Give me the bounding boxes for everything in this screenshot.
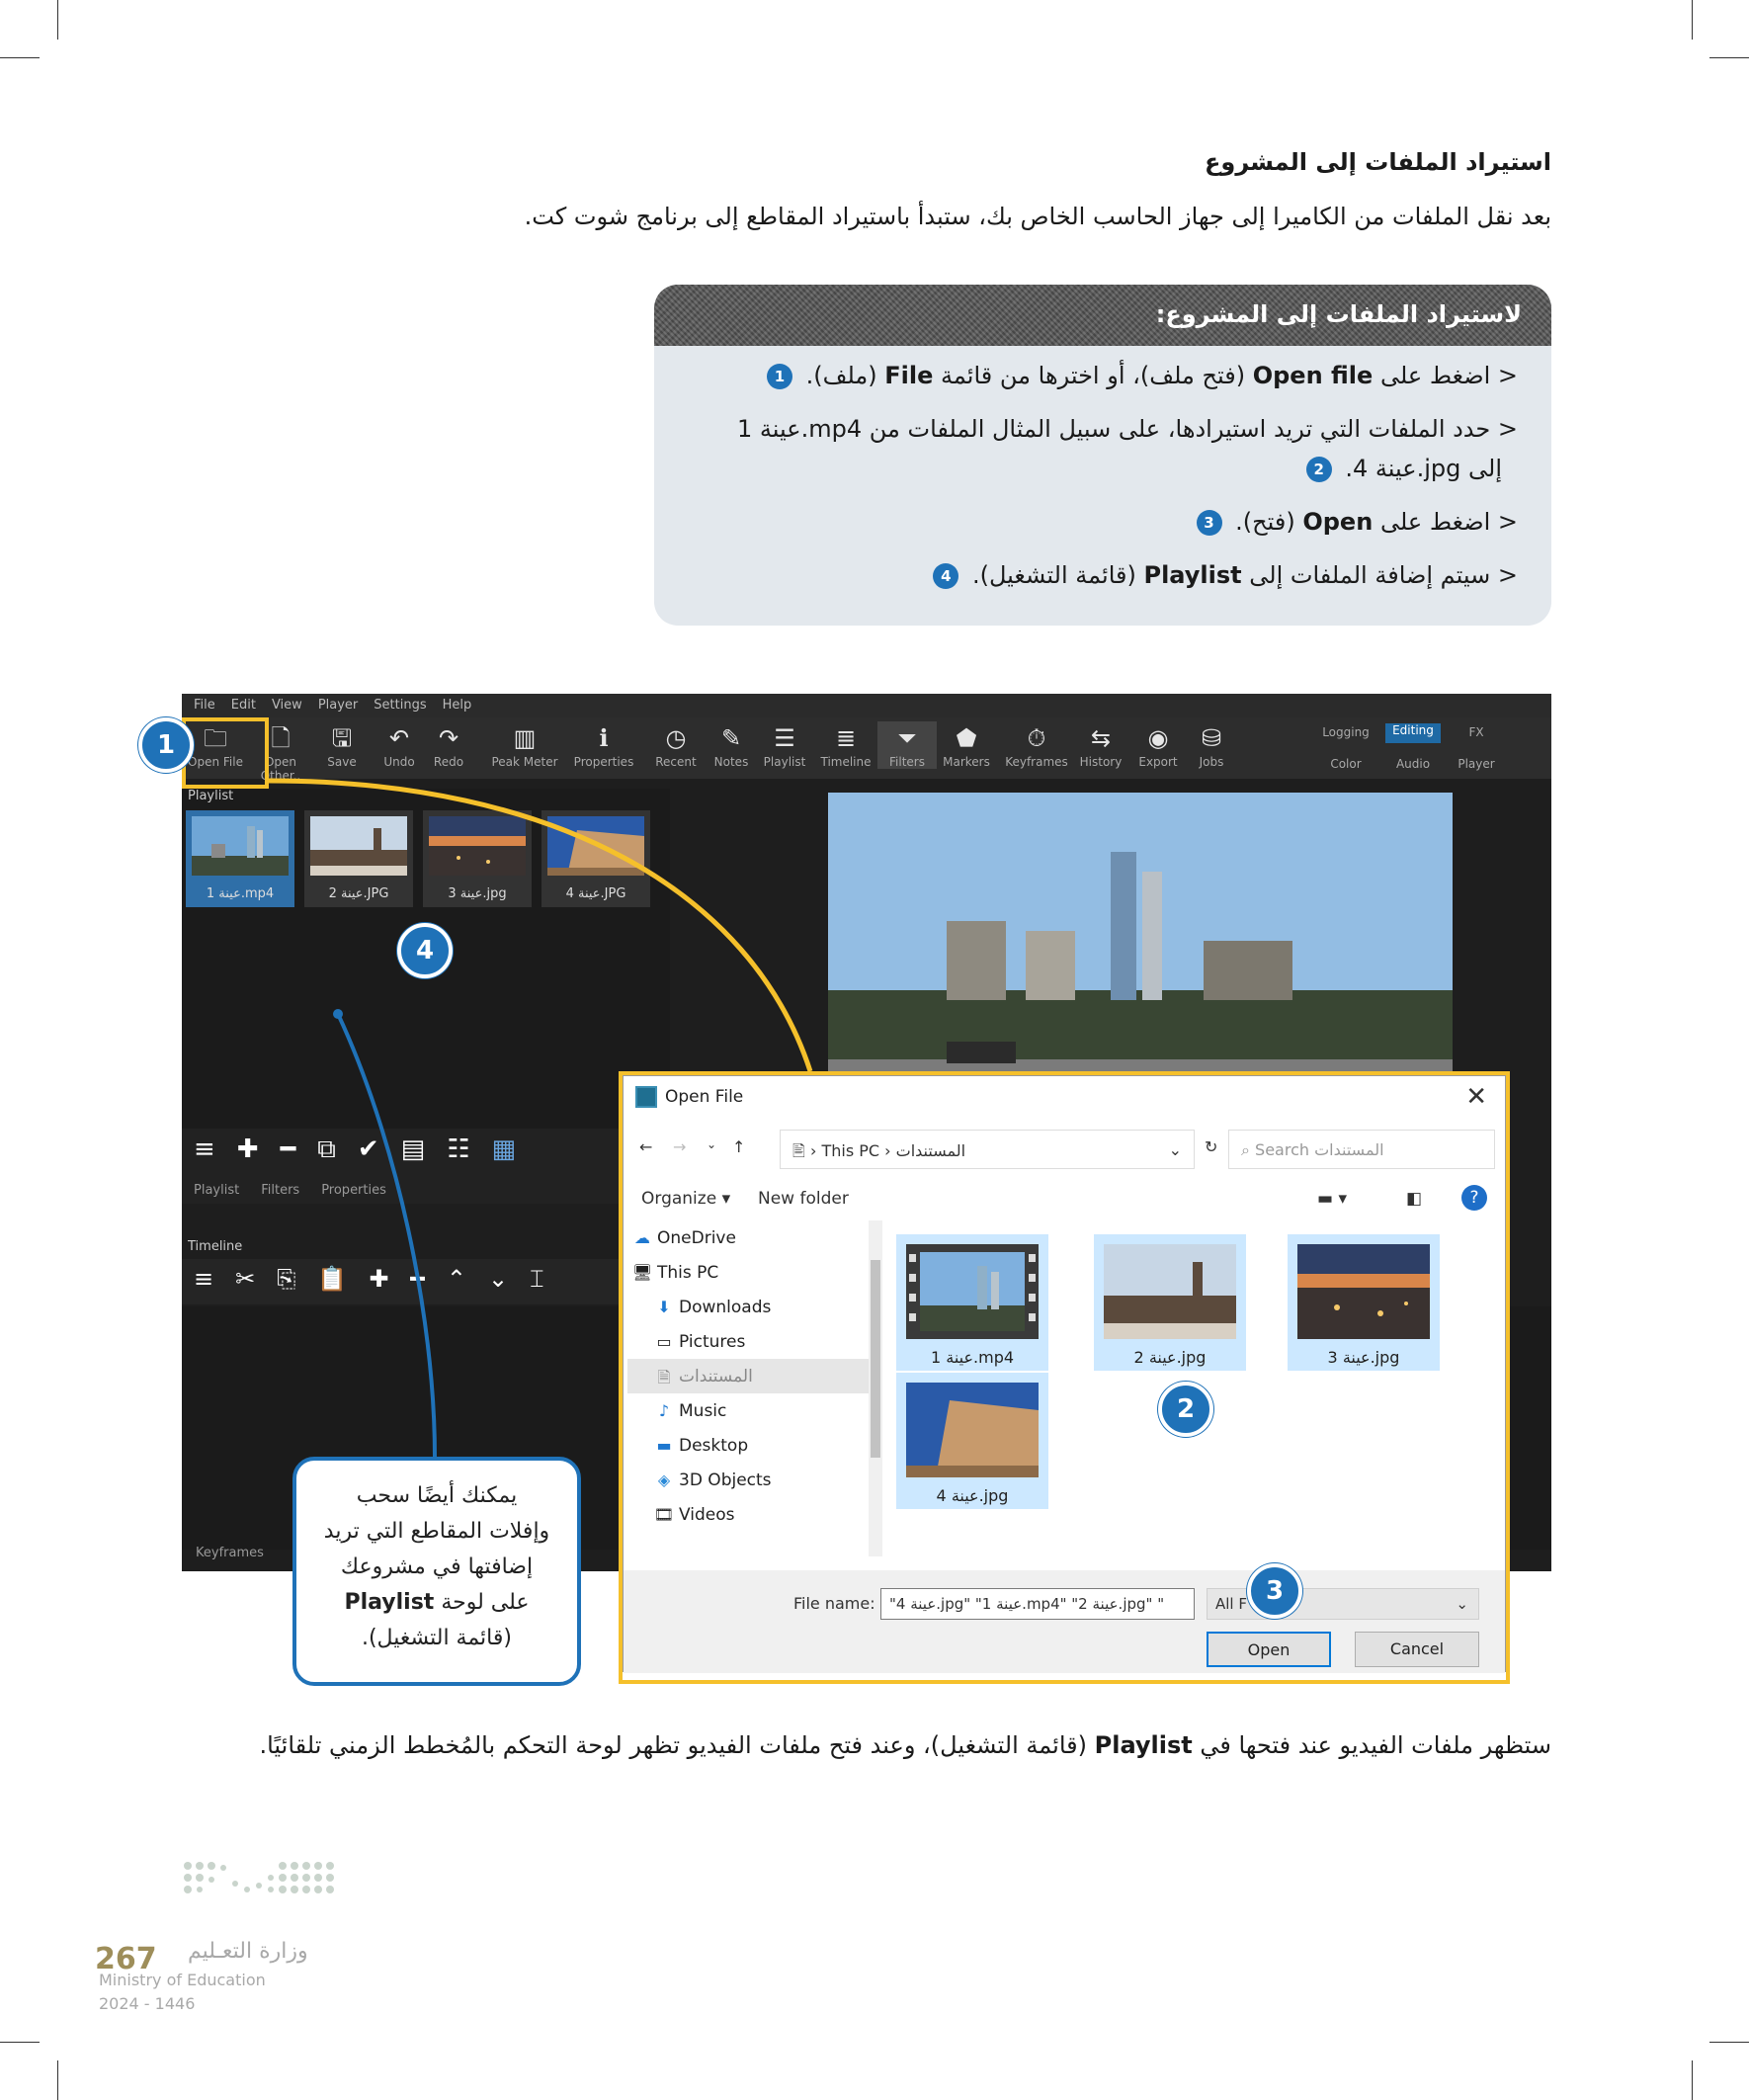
steps-list xyxy=(654,346,1551,595)
back-icon[interactable]: ← xyxy=(639,1137,653,1156)
timeline-button[interactable] xyxy=(816,721,875,769)
step-3 xyxy=(694,502,1518,542)
search-icon: ⌕ xyxy=(1241,1140,1256,1159)
bottom-paragraph xyxy=(148,1731,1551,1759)
menu-file[interactable]: File xyxy=(194,698,215,713)
lift-icon[interactable]: ⌃ xyxy=(446,1265,466,1293)
cancel-button[interactable]: Cancel xyxy=(1355,1632,1479,1667)
playlist-item[interactable] xyxy=(186,810,294,907)
file-name-label: File name: xyxy=(793,1594,875,1613)
up-icon[interactable]: ↑ xyxy=(732,1137,746,1156)
toolbar-label: Open File xyxy=(188,755,243,769)
step-text: إلى jpg.عينة 4. xyxy=(1345,455,1502,482)
cloud-icon: ☁ xyxy=(634,1228,650,1247)
stopwatch-icon: ⏱ xyxy=(1027,724,1046,752)
keyframes-button[interactable] xyxy=(1002,721,1071,769)
step-2 xyxy=(694,409,1518,488)
cube-icon: ◈ xyxy=(657,1470,671,1489)
filters-button[interactable] xyxy=(877,721,937,769)
playlist-item-label: 2 عينة.JPG xyxy=(328,886,389,901)
step-text: اضغط على xyxy=(1379,508,1491,536)
split-icon[interactable]: ⌶ xyxy=(530,1265,544,1293)
toolbar-label: Redo xyxy=(433,755,464,769)
timeline-title: Timeline xyxy=(188,1239,243,1254)
details-view-icon[interactable]: ▤ xyxy=(400,1134,426,1164)
crop-mark xyxy=(1692,0,1693,40)
file-name-input[interactable]: "4 عينة.jpg" "1 عينة.mp4" "2 عينة.jpg" " xyxy=(880,1588,1195,1620)
playlist-tabs xyxy=(182,1178,670,1204)
step-number: 3 xyxy=(1197,510,1222,536)
tab-filters[interactable]: Filters xyxy=(261,1183,300,1198)
mode-color[interactable]: Color xyxy=(1330,757,1362,771)
history-button[interactable] xyxy=(1071,721,1130,769)
list-view-icon[interactable]: ☷ xyxy=(447,1134,470,1164)
step-bold: Open file xyxy=(1252,362,1374,389)
playlist-button[interactable] xyxy=(755,721,814,769)
timeline-icon: ≣ xyxy=(835,724,857,752)
marker-icon: ⬟ xyxy=(956,724,977,752)
toolbar-label: Export xyxy=(1138,755,1178,769)
redo-icon: ↷ xyxy=(438,724,459,752)
save-button[interactable] xyxy=(312,721,372,769)
bottom-text: (قائمة التشغيل)، وعند فتح ملفات الفيديو تظهر لوحة التحكم بالمُخطط الزمني تلقائيًا. xyxy=(259,1731,1087,1759)
note-line: إضافتها في مشروعك xyxy=(340,1554,534,1579)
tab-keyframes[interactable]: Keyframes xyxy=(196,1546,264,1560)
jobs-icon: ⛁ xyxy=(1201,724,1222,752)
building-thumbnail xyxy=(310,816,407,876)
nav-label: 3D Objects xyxy=(679,1470,772,1490)
step-bold: Playlist xyxy=(1143,561,1242,589)
append-icon[interactable]: ✚ xyxy=(369,1265,389,1293)
note-line xyxy=(312,1585,561,1621)
playlist-title: Playlist xyxy=(188,789,234,803)
redo-button[interactable] xyxy=(419,721,478,769)
callout-badge-1: 1 xyxy=(138,717,194,773)
ministry-english: Ministry of Education xyxy=(99,1971,266,1989)
chevron-down-icon[interactable]: ⌄ xyxy=(1168,1140,1182,1159)
playlist-item[interactable] xyxy=(541,810,650,907)
remove-icon[interactable]: ━ xyxy=(280,1134,296,1164)
file-name: 1 عينة.mp4 xyxy=(930,1348,1015,1367)
step-bold: File xyxy=(884,362,934,389)
film-icon: 🎞 xyxy=(653,1505,675,1524)
mode-logging[interactable]: Logging xyxy=(1322,725,1370,739)
menu-icon[interactable]: ≡ xyxy=(194,1134,215,1164)
add-icon[interactable]: ✚ xyxy=(236,1134,259,1164)
meter-icon: ▥ xyxy=(513,724,537,752)
menu-help[interactable]: Help xyxy=(442,698,472,713)
preview-pane-icon[interactable]: ◧ xyxy=(1406,1189,1423,1209)
recent-button[interactable] xyxy=(646,721,706,769)
documents-icon: 🗎 xyxy=(657,1368,671,1386)
nav-label: This PC xyxy=(657,1263,719,1283)
path-separator: › xyxy=(884,1141,896,1160)
nav-label: OneDrive xyxy=(657,1228,736,1248)
dialog-title: Open File xyxy=(665,1087,744,1107)
toolbar-label: Timeline xyxy=(820,755,872,769)
chevron-down-icon: ⌄ xyxy=(1456,1595,1468,1613)
folder-icon: 🗀 xyxy=(204,724,227,752)
menu-bar xyxy=(182,694,1551,717)
nav-label: Pictures xyxy=(679,1332,746,1352)
properties-button[interactable] xyxy=(569,721,638,769)
search-placeholder: Search المستندات xyxy=(1255,1140,1384,1159)
tab-properties[interactable]: Properties xyxy=(321,1183,386,1198)
playlist-toolbar xyxy=(182,1129,670,1178)
toolbar-label: History xyxy=(1079,755,1123,769)
toolbar-label: Peak Meter xyxy=(491,755,558,769)
step-text: (فتح). xyxy=(1235,508,1295,536)
intro-paragraph: بعد نقل الملفات من الكاميرا إلى جهاز الحاسب الخاص بك، ستبدأ باستيراد المقاطع إلى برنامج شوت كت. xyxy=(524,203,1551,230)
file-type-value: All F xyxy=(1215,1595,1247,1613)
grid-view-icon[interactable]: ▦ xyxy=(491,1134,517,1164)
mode-player[interactable]: Player xyxy=(1458,757,1495,771)
recent-locations-icon[interactable]: ⌄ xyxy=(707,1137,717,1151)
export-icon: ◉ xyxy=(1147,724,1169,752)
notes-icon: ✎ xyxy=(720,724,742,752)
notes-button[interactable] xyxy=(702,721,761,769)
video-preview xyxy=(828,793,1453,1079)
menu-icon[interactable]: ≡ xyxy=(194,1265,214,1293)
overwrite-icon[interactable]: ⌄ xyxy=(487,1265,509,1293)
path-segment[interactable]: المستندات xyxy=(895,1141,966,1160)
file-name: 2 عينة.jpg xyxy=(1133,1348,1207,1367)
toolbar-label: Jobs xyxy=(1199,755,1224,769)
crop-mark xyxy=(57,2060,58,2100)
menu-view[interactable]: View xyxy=(271,698,302,713)
playlist-item-label: 1 عينة.mp4 xyxy=(206,886,275,901)
new-folder-button[interactable]: New folder xyxy=(758,1189,849,1209)
step-text: سيتم إضافة الملفات إلى xyxy=(1249,561,1491,589)
toolbar-label: Open Other.. xyxy=(260,755,301,783)
step-text: (ملف). xyxy=(805,362,877,389)
steps-box xyxy=(654,285,1551,626)
step-text: (قائمة التشغيل). xyxy=(972,561,1136,589)
year-label: 2024 - 1446 xyxy=(99,1994,196,2013)
funnel-icon: ⏷ xyxy=(897,724,917,752)
toolbar-label: Keyframes xyxy=(1005,755,1068,769)
note-text: على لوحة xyxy=(441,1590,530,1615)
playlist-item[interactable] xyxy=(423,810,532,907)
crop-mark xyxy=(0,2042,40,2043)
info-icon: ℹ xyxy=(599,724,609,752)
nav-label: المستندات xyxy=(679,1367,753,1386)
music-icon: ♪ xyxy=(658,1401,670,1420)
callout-badge-4: 4 xyxy=(397,923,453,978)
open-file-highlight xyxy=(182,717,269,789)
toolbar-label: Playlist xyxy=(763,755,806,769)
ministry-arabic: وزارة التعـليم xyxy=(188,1939,308,1964)
organize-button[interactable]: Organize ▾ xyxy=(641,1189,731,1209)
section-heading: استيراد الملفات إلى المشروع xyxy=(1205,148,1551,176)
nav-label: Music xyxy=(679,1401,727,1421)
crop-mark xyxy=(1709,57,1749,58)
playlist-item[interactable] xyxy=(304,810,413,907)
export-button[interactable] xyxy=(1128,721,1188,769)
desktop-icon: ▬ xyxy=(656,1436,672,1455)
menu-edit[interactable]: Edit xyxy=(230,698,256,713)
step-text: حدد الملفات التي تريد استيرادها، على سبيل المثال الملفات من mp4.عينة 1 xyxy=(737,415,1491,443)
markers-button[interactable] xyxy=(937,721,996,769)
nav-label: Videos xyxy=(679,1505,735,1525)
mode-fx[interactable]: FX xyxy=(1468,725,1484,739)
step-number: 2 xyxy=(1306,457,1332,482)
jobs-button[interactable] xyxy=(1182,721,1241,769)
toolbar-label: Filters xyxy=(889,755,925,769)
step-number: 4 xyxy=(933,563,958,589)
tab-playlist[interactable]: Playlist xyxy=(194,1183,240,1198)
toolbar-label: Properties xyxy=(573,755,634,769)
mode-editing[interactable]: Editing xyxy=(1385,723,1441,743)
paste-icon[interactable]: 📋 xyxy=(317,1265,348,1293)
toolbar-label: Save xyxy=(327,755,357,769)
night-city-thumbnail xyxy=(429,816,526,876)
menu-settings[interactable]: Settings xyxy=(374,698,427,713)
drag-drop-note xyxy=(292,1457,581,1686)
crop-mark xyxy=(1709,2042,1749,2043)
check-icon[interactable]: ✔ xyxy=(357,1134,379,1164)
crop-mark xyxy=(57,0,58,40)
mud-fort-thumbnail xyxy=(547,816,644,876)
pictures-icon: ▭ xyxy=(656,1332,672,1351)
step-1 xyxy=(694,356,1518,395)
playlist-item-label: 3 عينة.jpg xyxy=(448,886,507,901)
toolbar-label: Recent xyxy=(655,755,697,769)
city-thumbnail xyxy=(192,816,289,876)
drive-icon: 🖹 › xyxy=(792,1141,817,1160)
bottom-bold: Playlist xyxy=(1094,1731,1193,1759)
cut-icon[interactable]: ✂ xyxy=(235,1265,256,1293)
nav-label: Downloads xyxy=(679,1298,772,1317)
toolbar-label: Markers xyxy=(943,755,990,769)
timeline-toolbar xyxy=(182,1259,670,1304)
menu-player[interactable]: Player xyxy=(317,698,359,713)
clock-icon: ◷ xyxy=(665,724,687,752)
save-icon: 🖫 xyxy=(331,724,353,752)
callout-badge-3: 3 xyxy=(1247,1563,1302,1619)
file-icon: 🗋 xyxy=(271,724,291,752)
file-name: 4 عينة.jpg xyxy=(936,1486,1009,1505)
note-bold: Playlist xyxy=(344,1590,435,1615)
computer-icon: 🖥 xyxy=(631,1263,653,1282)
crop-mark xyxy=(0,57,40,58)
mode-audio[interactable]: Audio xyxy=(1395,757,1431,771)
undo-icon: ↶ xyxy=(388,724,410,752)
copy-icon[interactable]: ⎘ xyxy=(277,1265,296,1293)
page-number: 267 xyxy=(95,1942,157,1976)
remove-icon[interactable]: ━ xyxy=(410,1265,425,1293)
playlist-item-label: 4 عينة.JPG xyxy=(565,886,626,901)
help-icon[interactable]: ? xyxy=(1461,1185,1487,1211)
path-segment[interactable]: This PC xyxy=(821,1141,880,1160)
steps-title: لاستيراد الملفات إلى المشروع: xyxy=(654,285,1551,346)
note-line: (قائمة التشغيل). xyxy=(361,1626,512,1650)
nav-label: Desktop xyxy=(679,1436,749,1456)
download-icon: ⬇ xyxy=(657,1298,671,1316)
open-button[interactable]: Open xyxy=(1207,1632,1331,1667)
toolbar-label: Undo xyxy=(383,755,415,769)
dialog-highlight xyxy=(619,1071,1510,1684)
main-toolbar xyxy=(182,717,1551,783)
step-text: اضغط على xyxy=(1379,362,1491,389)
update-icon[interactable]: ⧉ xyxy=(317,1134,336,1164)
bottom-text: ستظهر ملفات الفيديو عند فتحها في xyxy=(1200,1731,1551,1759)
forward-icon[interactable]: → xyxy=(673,1137,687,1156)
history-icon: ⇆ xyxy=(1090,724,1112,752)
crop-mark xyxy=(1692,2060,1693,2100)
note-line: وإفلات المقاطع التي تريد xyxy=(323,1519,550,1544)
refresh-icon[interactable]: ↻ xyxy=(1205,1137,1218,1156)
toolbar-label: Notes xyxy=(713,755,749,769)
peak-meter-button[interactable] xyxy=(490,721,559,769)
file-name: 3 عينة.jpg xyxy=(1327,1348,1400,1367)
step-4 xyxy=(694,555,1518,595)
step-number: 1 xyxy=(767,364,792,389)
view-options-icon[interactable]: ▬ ▾ xyxy=(1317,1189,1347,1209)
note-line: يمكنك أيضًا سحب xyxy=(356,1483,518,1508)
callout-badge-2: 2 xyxy=(1158,1382,1213,1437)
step-bold: Open xyxy=(1302,508,1374,536)
list-icon: ☰ xyxy=(774,724,795,752)
close-button[interactable]: ✕ xyxy=(1465,1082,1487,1112)
step-text: (فتح ملف)، أو اخترها من قائمة xyxy=(941,362,1246,389)
